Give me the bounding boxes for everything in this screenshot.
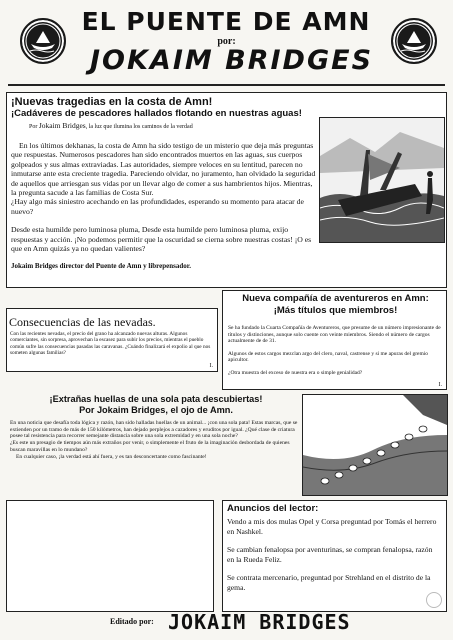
lead-paragraph-2: ¿Hay algo más siniestro acechando en las profundidades, esperando su momento para atacar de nuevo?	[11, 197, 304, 216]
anuncios-section	[222, 500, 447, 612]
lead-paragraph-3: Desde esta humilde pero luminosa pluma, Desde esta humilde pero luminosa pluma, exijo respuestas y acción. ¡No podemos permitir que la oscuridad se cierna sobre nuestras costas! ¡O es que en Amn quizás ya no quedan valientes?	[11, 225, 312, 254]
lead-body	[11, 141, 316, 272]
empty-ad-space	[6, 500, 214, 612]
consecuencias-mark: I.	[209, 363, 213, 369]
compania-paragraph-2: Algunos de estos cargos mezclan argo del clero, naval, castrense y si me apuras del gremio apicultor.	[228, 350, 429, 364]
shipwreck-icon	[320, 118, 444, 242]
footer-name: JOKAIM BRIDGES	[168, 610, 351, 634]
masthead-by: por:	[217, 36, 236, 47]
consecuencias-title: Consecuencias de las nevadas.	[9, 315, 156, 329]
huellas-body	[10, 420, 298, 460]
compania-mark: I.	[438, 382, 442, 388]
huellas-paragraph-1: En una noticia que desafía toda lógica y razón, han sido halladas huellas de un animal... ¡con una sola pata! Estas marcas, que se extienden por un tramo de más de 150 kilómetros, han dejado perplejos a cazadores y eruditos por igual. ¿Qué clase de criatura posee tal resistencia para recorrer semejante distancia sobre una sola extremidad y en una sola noche?	[10, 420, 298, 440]
byline-suffix: , la luz que ilumina los caminos de la verdad	[85, 124, 193, 130]
masthead-author: JOKAIM BRIDGES	[90, 45, 374, 76]
huellas-paragraph-3: En cualquier caso, ¡la verdad está ahí fuera, y es tan desconcertante como fascinante!	[16, 453, 207, 460]
compania-title: Nueva compañía de aventureros en Amn:	[242, 293, 429, 304]
lead-subheadline: ¡Cadáveres de pescadores hallados flotando en nuestras aguas!	[11, 108, 302, 119]
consecuencias-article	[6, 308, 218, 372]
huellas-subtitle: Por Jokaim Bridges, el ojo de Amn.	[79, 405, 233, 415]
footprints-illustration	[302, 394, 448, 496]
anuncio-3: Se contrata mercenario, preguntad por Strehland en el distrito de la gema.	[227, 573, 431, 592]
byline-prefix: Por	[29, 124, 38, 130]
masthead-rule	[8, 84, 445, 86]
seal-icon	[426, 592, 442, 608]
newspaper-title: EL PUENTE DE AMN	[81, 7, 371, 36]
footer-editado: Editado por:	[110, 617, 154, 626]
footprints-icon	[303, 395, 447, 495]
anuncio-1: Vendo a mis dos mulas Opel y Corsa preguntad por Tomás el herrero en Nashkel.	[227, 517, 437, 536]
huellas-title: ¡Extrañas huellas de una sola pata descubiertas!	[49, 394, 263, 404]
shipwreck-illustration	[319, 117, 445, 243]
lead-headline: ¡Nuevas tragedias en la costa de Amn!	[11, 96, 213, 108]
anuncio-2: Se cambian fenalopsa por aventurinas, se compran fenalopsa, razón en la Rueda Feliz.	[227, 545, 433, 564]
compania-paragraph-3: ¿Otra muestra del exceso de nuestra era o simple genialidad?	[228, 369, 363, 376]
compania-article	[222, 290, 447, 390]
lead-article	[6, 92, 447, 288]
anuncios-title: Anuncios del lector:	[227, 503, 319, 514]
byline-name: Jokaim Bridges	[38, 121, 86, 130]
compania-paragraph-1: Se ha fundado la Cuarta Compañía de Aventureros, que presume de un número impresionante de títulos y distinciones, aunque solo cuente con veinte miembros. Siendo el número de cargos actualmente de de 31.	[228, 325, 441, 345]
compania-subtitle: ¡Más títulos que miembros!	[273, 305, 398, 316]
huellas-article	[6, 392, 447, 498]
lead-paragraph-1: En los últimos dekhanas, la costa de Amn ha sido testigo de un misterio que deja más preguntas que respuestas. Numerosos pescadores han sido encontrados muertos en las aguas, sus cuerpos golpeados y sus almas extraviadas. Las autoridades, siempre veloces en su lentitud, parecen no inmutarse ante esta creciente tragedia. Pareciendo olvidar, no juramento, han olvidado la seguridad de aquellos que arriesgan sus vidas por un llevar algo de comer a sus hambrientos hijos. Mientras, la pregunta sacude a las familias de Costa Sur.	[11, 141, 316, 198]
huellas-paragraph-2: ¿Es este un presagio de tiempos aún más extraños por venir, o simplemente el fruto de la imaginación desbordada de quienes buscan maravillas en lo mundano?	[10, 440, 290, 453]
anuncios-body	[227, 517, 441, 593]
lead-signature: Jokaim Bridges director del Puente de Amn y librepensador.	[11, 262, 191, 271]
lead-byline	[29, 122, 319, 131]
compania-body	[228, 325, 444, 377]
consecuencias-body: Con las recientes nevadas, el precio del grano ha alcanzado nuevas alturas. Algunos comerciantes, sin sorpresa, aprovechan la escasez para subir los precios, mientras el pueblo común sufre las consecuencias pasadas las caravanas. ¿Cuándo finalizará el expolio al que nos someten algunas familias?	[10, 331, 211, 356]
